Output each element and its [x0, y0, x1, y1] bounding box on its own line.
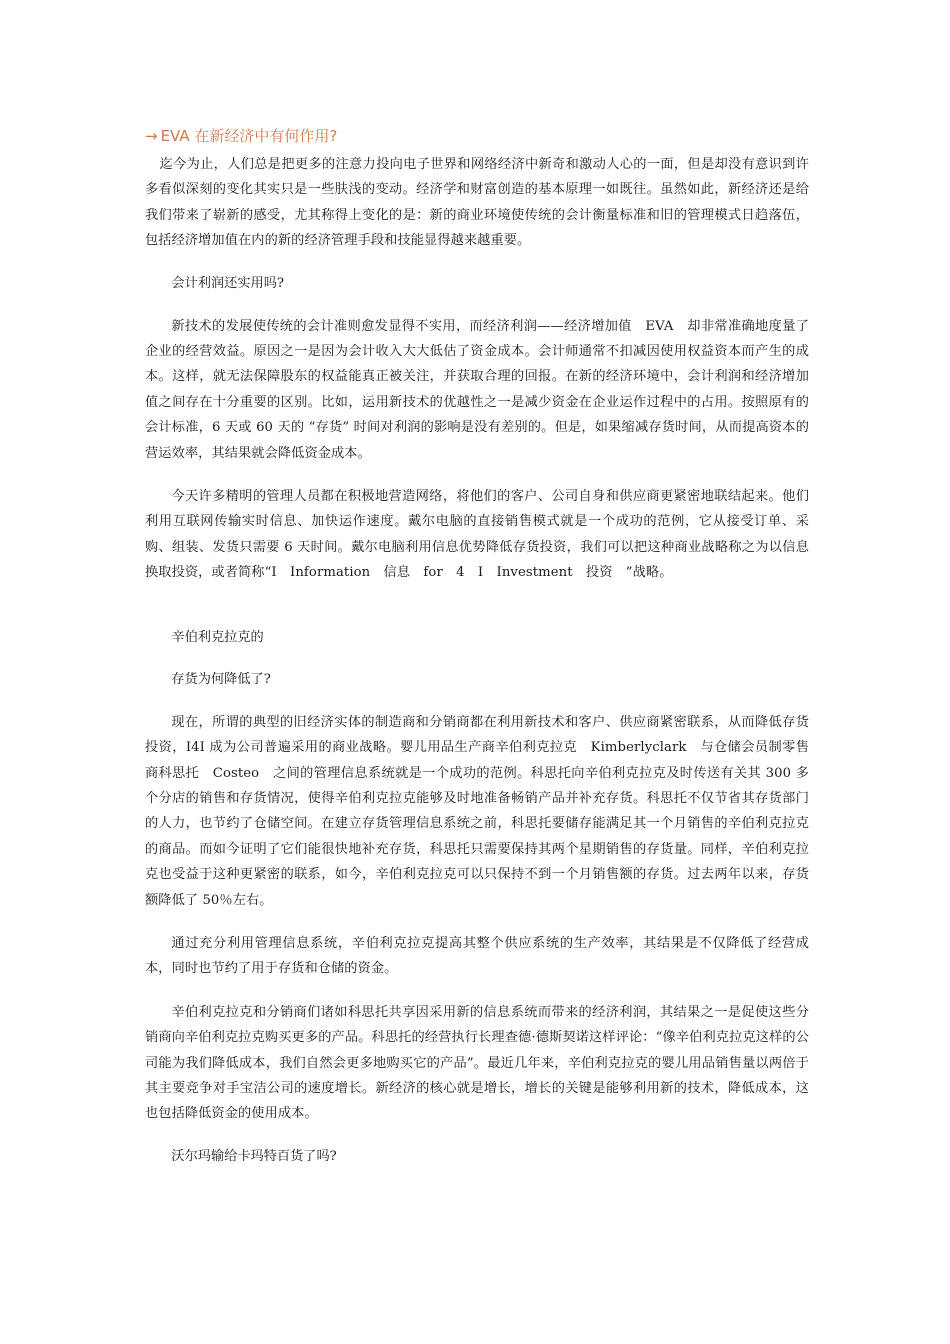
section-heading: [145, 126, 809, 146]
paragraph-shared-profit: 辛伯利克拉克和分销商们诸如科思托共享因采用新的信息系统而带来的经济利润，其结果之一是促使这些分销商向辛伯利克拉克购买更多的产品。科思托的经营执行长理查德·德斯契诺这样评论：“像辛伯利克拉克这样的公司能为我们降低成本，我们自然会更多地购买它的产品”。最近几年来，辛伯利克拉克的婴儿用品销售量以两倍于其主要竞争对手宝洁公司的速度增长。新经济的核心就是增长，增长的关键是能够利用新的技术，降低成本，这也包括降低资金的使用成本。: [145, 1004, 809, 1122]
subheading-walmart-kmart: 沃尔玛输给卡玛特百货了吗?: [171, 1148, 337, 1164]
arrow-icon: →: [145, 127, 158, 145]
paragraph-eva-accuracy: 新技术的发展使传统的会计准则愈发显得不实用，而经济利润——经济增加值 EVA 却非常准确地度量了企业的经营效益。原因之一是因为会计收入大大低估了资金成本。会计师通常不扣减因使用权益资本而产生的成本。这样，就无法保障股东的权益能真正被关注，并获取合理的回报。在新的经济环境中，会计利润和经济增加值之间存在十分重要的区别。比如，运用新技术的优越性之一是减少资金在企业运作过程中的占用。按照原有的会计标准，6 天或 60 天的 “存货” 时间对利润的影响是没有差别的。但是，如果缩减存货时间，从而提高资本的营运效率，其结果就会降低资金成本。: [145, 318, 809, 461]
paragraph-kimberlyclark-costeo: 现在，所谓的典型的旧经济实体的制造商和分销商都在利用新技术和客户、供应商紧密联系，从而降低存货投资，I4I 成为公司普遍采用的商业战略。婴儿用品生产商辛伯利克拉克 Kimberlyclark 与仓储会员制零售商科思托 Costeo 之间的管理信息系统就是一个成功的范例。科思托向辛伯利克拉克及时传送有关其 300 多个分店的销售和存货情况，使得辛伯利克拉克能够及时地准备畅销产品并补充存货。科思托不仅节省其存货部门的人力，也节约了仓储空间。在建立存货管理信息系统之前，科思托要储存能满足其一个月销售的辛伯利克拉克的商品。而如今证明了它们能很快地补充存货，科思托只需要保持其两个星期销售的存货量。同样，辛伯利克拉克也受益于这种更紧密的联系，如今，辛伯利克拉克可以只保持不到一个月销售额的存货。过去两年以来，存货额降低了 50％左右。: [145, 714, 809, 908]
subheading-kimberlyclark-line2: 存货为何降低了?: [171, 671, 271, 687]
subheading-accounting-profit: 会计利润还实用吗?: [171, 275, 284, 291]
paragraph-supply-efficiency: 通过充分利用管理信息系统，辛伯利克拉克提高其整个供应系统的生产效率，其结果是不仅降低了经营成本，同时也节约了用于存货和仓储的资金。: [145, 935, 809, 977]
subheading-kimberlyclark-line1: 辛伯利克拉克的: [171, 629, 264, 645]
section-heading-text: EVA 在新经济中有何作用?: [160, 127, 338, 145]
intro-paragraph: 迄今为止，人们总是把更多的注意力投向电子世界和网络经济中新奇和激动人心的一面，但是却没有意识到许多看似深刻的变化其实只是一些肤浅的变动。经济学和财富创造的基本原理一如既往。虽然如此，新经济还是给我们带来了崭新的感受，尤其称得上变化的是：新的商业环境使传统的会计衡量标准和旧的管理模式日趋落伍，包括经济增加值在内的新的经济管理手段和技能显得越来越重要。: [145, 157, 809, 249]
document-page: [145, 126, 809, 1169]
paragraph-dell-network: 今天许多精明的管理人员都在积极地营造网络，将他们的客户、公司自身和供应商更紧密地联结起来。他们利用互联网传输实时信息、加快运作速度。戴尔电脑的直接销售模式就是一个成功的范例，它从接受订单、采购、组装、发货只需要 6 天时间。戴尔电脑利用信息优势降低存货投资，我们可以把这种商业战略称之为以信息换取投资，或者简称“I Information 信息 for 4 I Investment 投资 ”战略。: [145, 489, 809, 581]
